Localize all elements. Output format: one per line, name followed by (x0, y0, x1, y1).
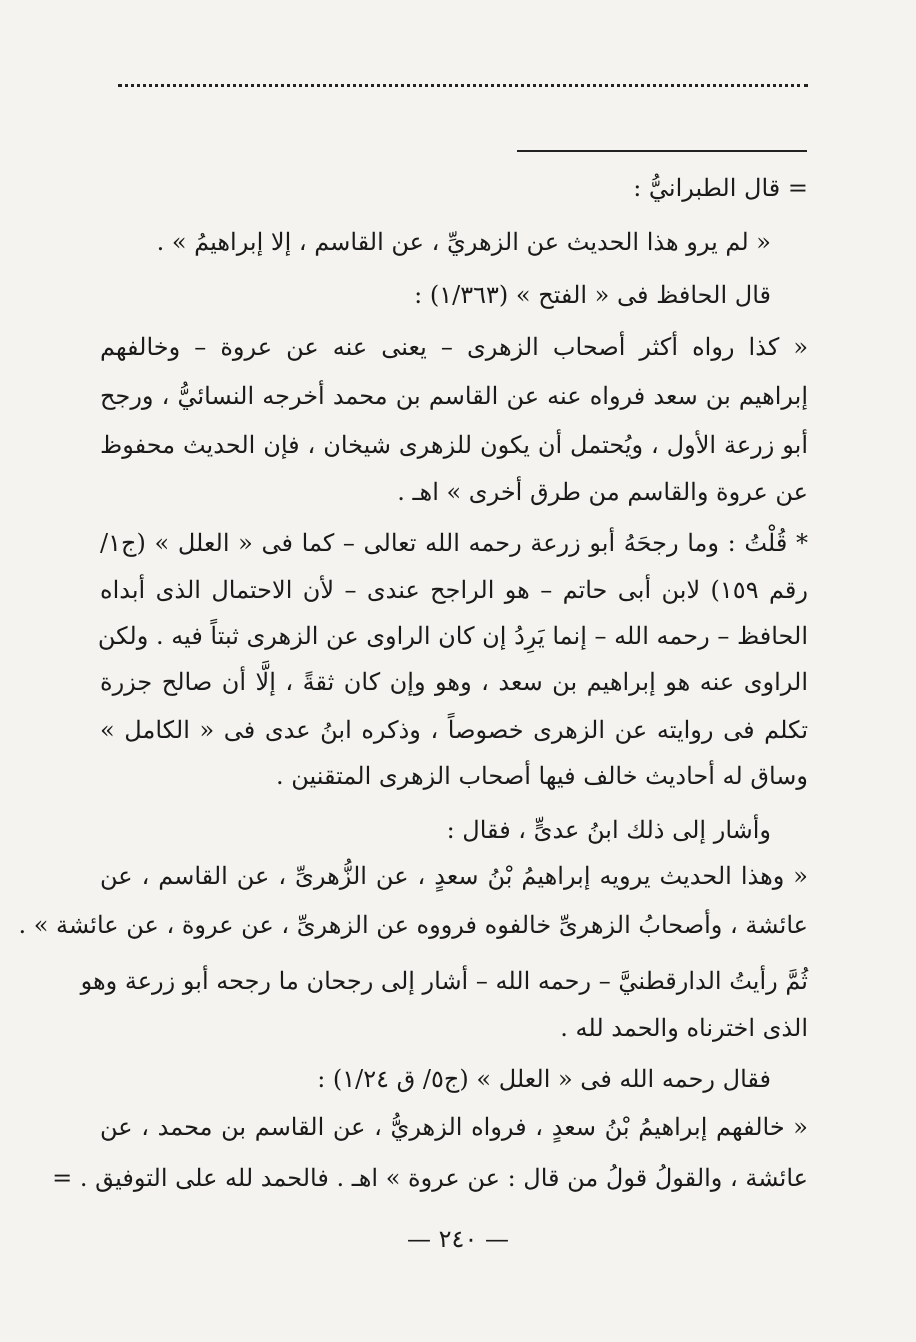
text-line: « وهذا الحديث يرويه إبراهيمُ بْنُ سعدٍ ، عن الزُّهرىِّ ، عن القاسم ، عن (100, 862, 808, 890)
text-line: الذى اخترناه والحمد لله . (560, 1014, 808, 1042)
text-line: تكلم فى روايته عن الزهرى خصوصاً ، وذكره ابنُ عدى فى « الكامل » (100, 716, 808, 744)
text-line: إبراهيم بن سعد فرواه عنه عن القاسم بن محمد أخرجه النسائيُّ ، ورجح (100, 382, 808, 410)
dotted-separator (118, 84, 808, 87)
text-line: رقم ١٥٩) لابن أبى حاتم – هو الراجح عندى – لأن الاحتمال الذى أبداه (100, 576, 808, 604)
text-line: « كذا رواه أكثر أصحاب الزهرى – يعنى عنه عن عروة – وخالفهم (100, 333, 808, 361)
text-line: « لم يرو هذا الحديث عن الزهريِّ ، عن القاسم ، إلا إبراهيمُ » . (156, 228, 771, 256)
text-line: وأشار إلى ذلك ابنُ عدىٍّ ، فقال : (446, 816, 771, 844)
text-line: الراوى عنه هو إبراهيم بن سعد ، وهو وإن كان ثقةً ، إلَّا أن صالح جزرة (100, 668, 808, 696)
text-line: عائشة ، والقولُ قولُ من قال : عن عروة » اهـ . فالحمد لله على التوفيق . = (52, 1164, 808, 1192)
text-line: عن عروة والقاسم من طرق أخرى » اهـ . (397, 478, 808, 506)
text-line: أبو زرعة الأول ، ويُحتمل أن يكون للزهرى شيخان ، فإن الحديث محفوظ (100, 431, 808, 459)
text-line: « خالفهم إبراهيمُ بْنُ سعدٍ ، فرواه الزهريُّ ، عن القاسم بن محمد ، عن (100, 1113, 808, 1141)
text-line: قال الحافظ فى « الفتح » (١/٣٦٣) : (414, 281, 771, 309)
text-line: = قال الطبرانيُّ : (633, 174, 808, 202)
footnote-rule (517, 150, 807, 152)
text-line: عائشة ، وأصحابُ الزهرىِّ خالفوه فرووه عن الزهرىِّ ، عن عروة ، عن عائشة » . (18, 911, 808, 939)
text-line: وساق له أحاديث خالف فيها أصحاب الزهرى المتقنين . (276, 762, 808, 790)
text-line: * قُلْتُ : وما رجحَهُ أبو زرعة رحمه الله تعالى – كما فى « العلل » (ج١/ (100, 529, 808, 557)
page-number: — ٢٤٠ — (407, 1225, 509, 1253)
text-line: ثُمَّ رأيتُ الدارقطنيَّ – رحمه الله – أشار إلى رجحان ما رجحه أبو زرعة وهو (80, 967, 808, 995)
text-line: الحافظ – رحمه الله – إنما يَرِدُ إن كان الراوى عن الزهرى ثبتاً فيه . ولكن (97, 622, 808, 650)
text-line: فقال رحمه الله فى « العلل » (ج٥/ ق ١/٢٤) : (317, 1065, 771, 1093)
